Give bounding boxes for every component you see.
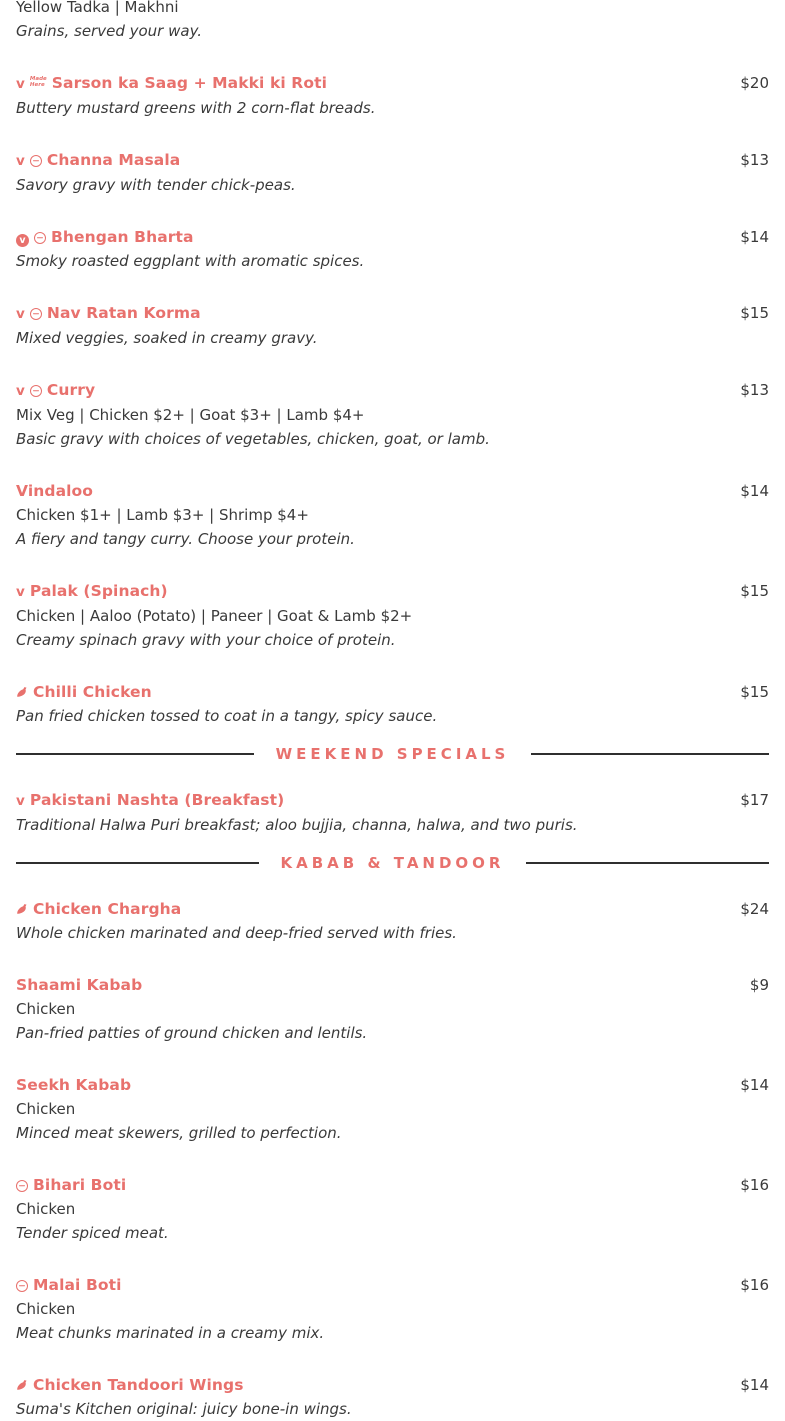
circled-dash-icon: [30, 155, 42, 167]
circled-dash-icon: [16, 1180, 28, 1192]
item-title-row: [16, 897, 769, 921]
item-options: Chicken: [16, 1000, 76, 1018]
item-options: Mix Veg | Chicken $2+ | Goat $3+ | Lamb $4+: [16, 406, 365, 424]
menu-item[interactable]: [16, 378, 769, 451]
item-title-row: [16, 148, 769, 173]
section-header: [16, 851, 769, 875]
item-name: [16, 479, 93, 503]
item-title-row: [16, 973, 769, 997]
item-title-row: [16, 1273, 769, 1297]
item-name-text: Bhengan Bharta: [51, 228, 194, 246]
badge-line: Here: [29, 82, 45, 88]
item-name: [16, 1373, 244, 1397]
item-name: [16, 788, 284, 813]
vegan-icon: v: [16, 234, 29, 247]
item-title-row: [16, 71, 769, 96]
item-name-text: Seekh Kabab: [16, 1076, 132, 1094]
item-description: Meat chunks marinated in a creamy mix.: [16, 1324, 325, 1342]
menu-item: [16, 0, 769, 43]
menu-item[interactable]: [16, 71, 769, 120]
item-description: Whole chicken marinated and deep-fried served with fries.: [16, 924, 457, 942]
section-rule-right: [531, 753, 769, 755]
item-name: [16, 579, 168, 604]
circled-dash-icon: [16, 1280, 28, 1292]
item-name-text: Palak (Spinach): [29, 582, 168, 600]
item-price: $20: [740, 74, 769, 92]
item-name-text: Malai Boti: [33, 1276, 122, 1294]
item-description: Tender spiced meat.: [16, 1224, 169, 1242]
item-description: Creamy spinach gravy with your choice of protein.: [16, 631, 396, 649]
item-title-row: [16, 301, 769, 326]
item-options: Chicken $1+ | Lamb $3+ | Shrimp $4+: [16, 506, 309, 524]
item-title-row: [16, 1173, 769, 1197]
menu-item[interactable]: [16, 301, 769, 350]
item-price: $14: [740, 228, 769, 246]
item-title-row: [16, 1373, 769, 1397]
item-price: $16: [740, 1176, 769, 1194]
chili-pepper-icon: [16, 1379, 28, 1391]
section-rule-left: [16, 862, 259, 864]
item-title-row: [16, 788, 769, 813]
chili-pepper-icon: [16, 903, 28, 915]
item-name: [16, 225, 194, 249]
item-options: Chicken | Aaloo (Potato) | Paneer | Goat & Lamb $2+: [16, 607, 413, 625]
item-name: [16, 378, 95, 403]
item-price: $17: [740, 791, 769, 809]
item-name: [16, 148, 180, 173]
menu-item[interactable]: [16, 1373, 769, 1421]
menu-item[interactable]: [16, 1073, 769, 1145]
vegetarian-icon: v: [16, 306, 25, 322]
vegetarian-icon: v: [16, 584, 25, 600]
item-name-text: Nav Ratan Korma: [46, 304, 201, 322]
item-name-text: Curry: [46, 381, 96, 399]
item-description: Smoky roasted eggplant with aromatic spices.: [16, 252, 365, 270]
menu-item[interactable]: [16, 1273, 769, 1345]
menu-item[interactable]: [16, 973, 769, 1045]
item-price: $14: [740, 1076, 769, 1094]
item-name-text: Vindaloo: [16, 482, 94, 500]
item-name-text: Chicken Chargha: [33, 900, 182, 918]
item-description: Pan-fried patties of ground chicken and lentils.: [16, 1024, 368, 1042]
item-title-row: [16, 479, 769, 503]
item-name-text: Pakistani Nashta (Breakfast): [29, 791, 285, 809]
item-name: [16, 1173, 126, 1197]
item-description: Buttery mustard greens with 2 corn-flat breads.: [16, 99, 376, 117]
item-description: Grains, served your way.: [16, 22, 203, 40]
item-price: $13: [740, 151, 769, 169]
circled-dash-icon: [34, 232, 46, 244]
menu-item[interactable]: [16, 479, 769, 551]
vegetarian-icon: v: [16, 793, 25, 809]
item-title-row: [16, 225, 769, 249]
item-price: $24: [740, 900, 769, 918]
item-description: Basic gravy with choices of vegetables, chicken, goat, or lamb.: [16, 430, 490, 448]
item-options: Chicken: [16, 1100, 76, 1118]
item-title-row: [16, 680, 769, 704]
item-description: Minced meat skewers, grilled to perfection.: [16, 1124, 342, 1142]
item-name-text: Sarson ka Saag + Makki ki Roti: [51, 74, 327, 92]
section-title: KABAB & TANDOOR: [280, 854, 505, 872]
item-price: $16: [740, 1276, 769, 1294]
circled-dash-icon: [30, 308, 42, 320]
item-options: Chicken: [16, 1200, 76, 1218]
item-price: $9: [749, 976, 769, 994]
item-name: [16, 680, 152, 704]
circled-dash-icon: [30, 385, 42, 397]
section-rule-right: [526, 862, 769, 864]
made-here-badge-icon: [30, 76, 47, 88]
item-options: Yellow Tadka | Makhni: [16, 0, 179, 16]
item-name: [16, 973, 142, 997]
item-name: [16, 1273, 122, 1297]
vegetarian-icon: v: [16, 76, 25, 92]
item-description: Pan fried chicken tossed to coat in a tangy, spicy sauce.: [16, 707, 438, 725]
chili-pepper-icon: [16, 686, 28, 698]
menu-item[interactable]: [16, 897, 769, 945]
item-description: A fiery and tangy curry. Choose your protein.: [16, 530, 355, 548]
item-name-text: Chicken Tandoori Wings: [33, 1376, 244, 1394]
item-title-row: [16, 579, 769, 604]
item-name-text: Bihari Boti: [33, 1176, 127, 1194]
section-title: WEEKEND SPECIALS: [275, 745, 510, 763]
menu-item[interactable]: [16, 1173, 769, 1245]
menu-item[interactable]: [16, 148, 769, 197]
menu-item[interactable]: [16, 680, 769, 728]
item-name: [16, 71, 327, 96]
item-price: $14: [740, 1376, 769, 1394]
section-rule-left: [16, 753, 254, 755]
badge-line: Made: [29, 76, 47, 82]
item-name: [16, 897, 181, 921]
item-description: Savory gravy with tender chick-peas.: [16, 176, 296, 194]
item-name: [16, 301, 201, 326]
item-name-text: Chilli Chicken: [33, 683, 152, 701]
item-title-row: [16, 378, 769, 403]
item-description: Traditional Halwa Puri breakfast; aloo bujjia, channa, halwa, and two puris.: [16, 816, 578, 834]
menu-item[interactable]: [16, 225, 769, 273]
item-options: Chicken: [16, 1300, 76, 1318]
item-price: $15: [740, 304, 769, 322]
item-price: $14: [740, 482, 769, 500]
item-description: Suma's Kitchen original: juicy bone-in wings.: [16, 1400, 352, 1418]
menu-item[interactable]: [16, 579, 769, 652]
item-name: [16, 1073, 131, 1097]
vegetarian-icon: v: [16, 153, 25, 169]
item-name-text: Channa Masala: [46, 151, 181, 169]
item-price: $15: [740, 582, 769, 600]
section-header: [16, 742, 769, 766]
item-name-text: Shaami Kabab: [16, 976, 143, 994]
item-description: Mixed veggies, soaked in creamy gravy.: [16, 329, 318, 347]
menu-item[interactable]: [16, 788, 769, 837]
item-title-row: [16, 1073, 769, 1097]
vegetarian-icon: v: [16, 383, 25, 399]
item-price: $13: [740, 381, 769, 399]
item-price: $15: [740, 683, 769, 701]
